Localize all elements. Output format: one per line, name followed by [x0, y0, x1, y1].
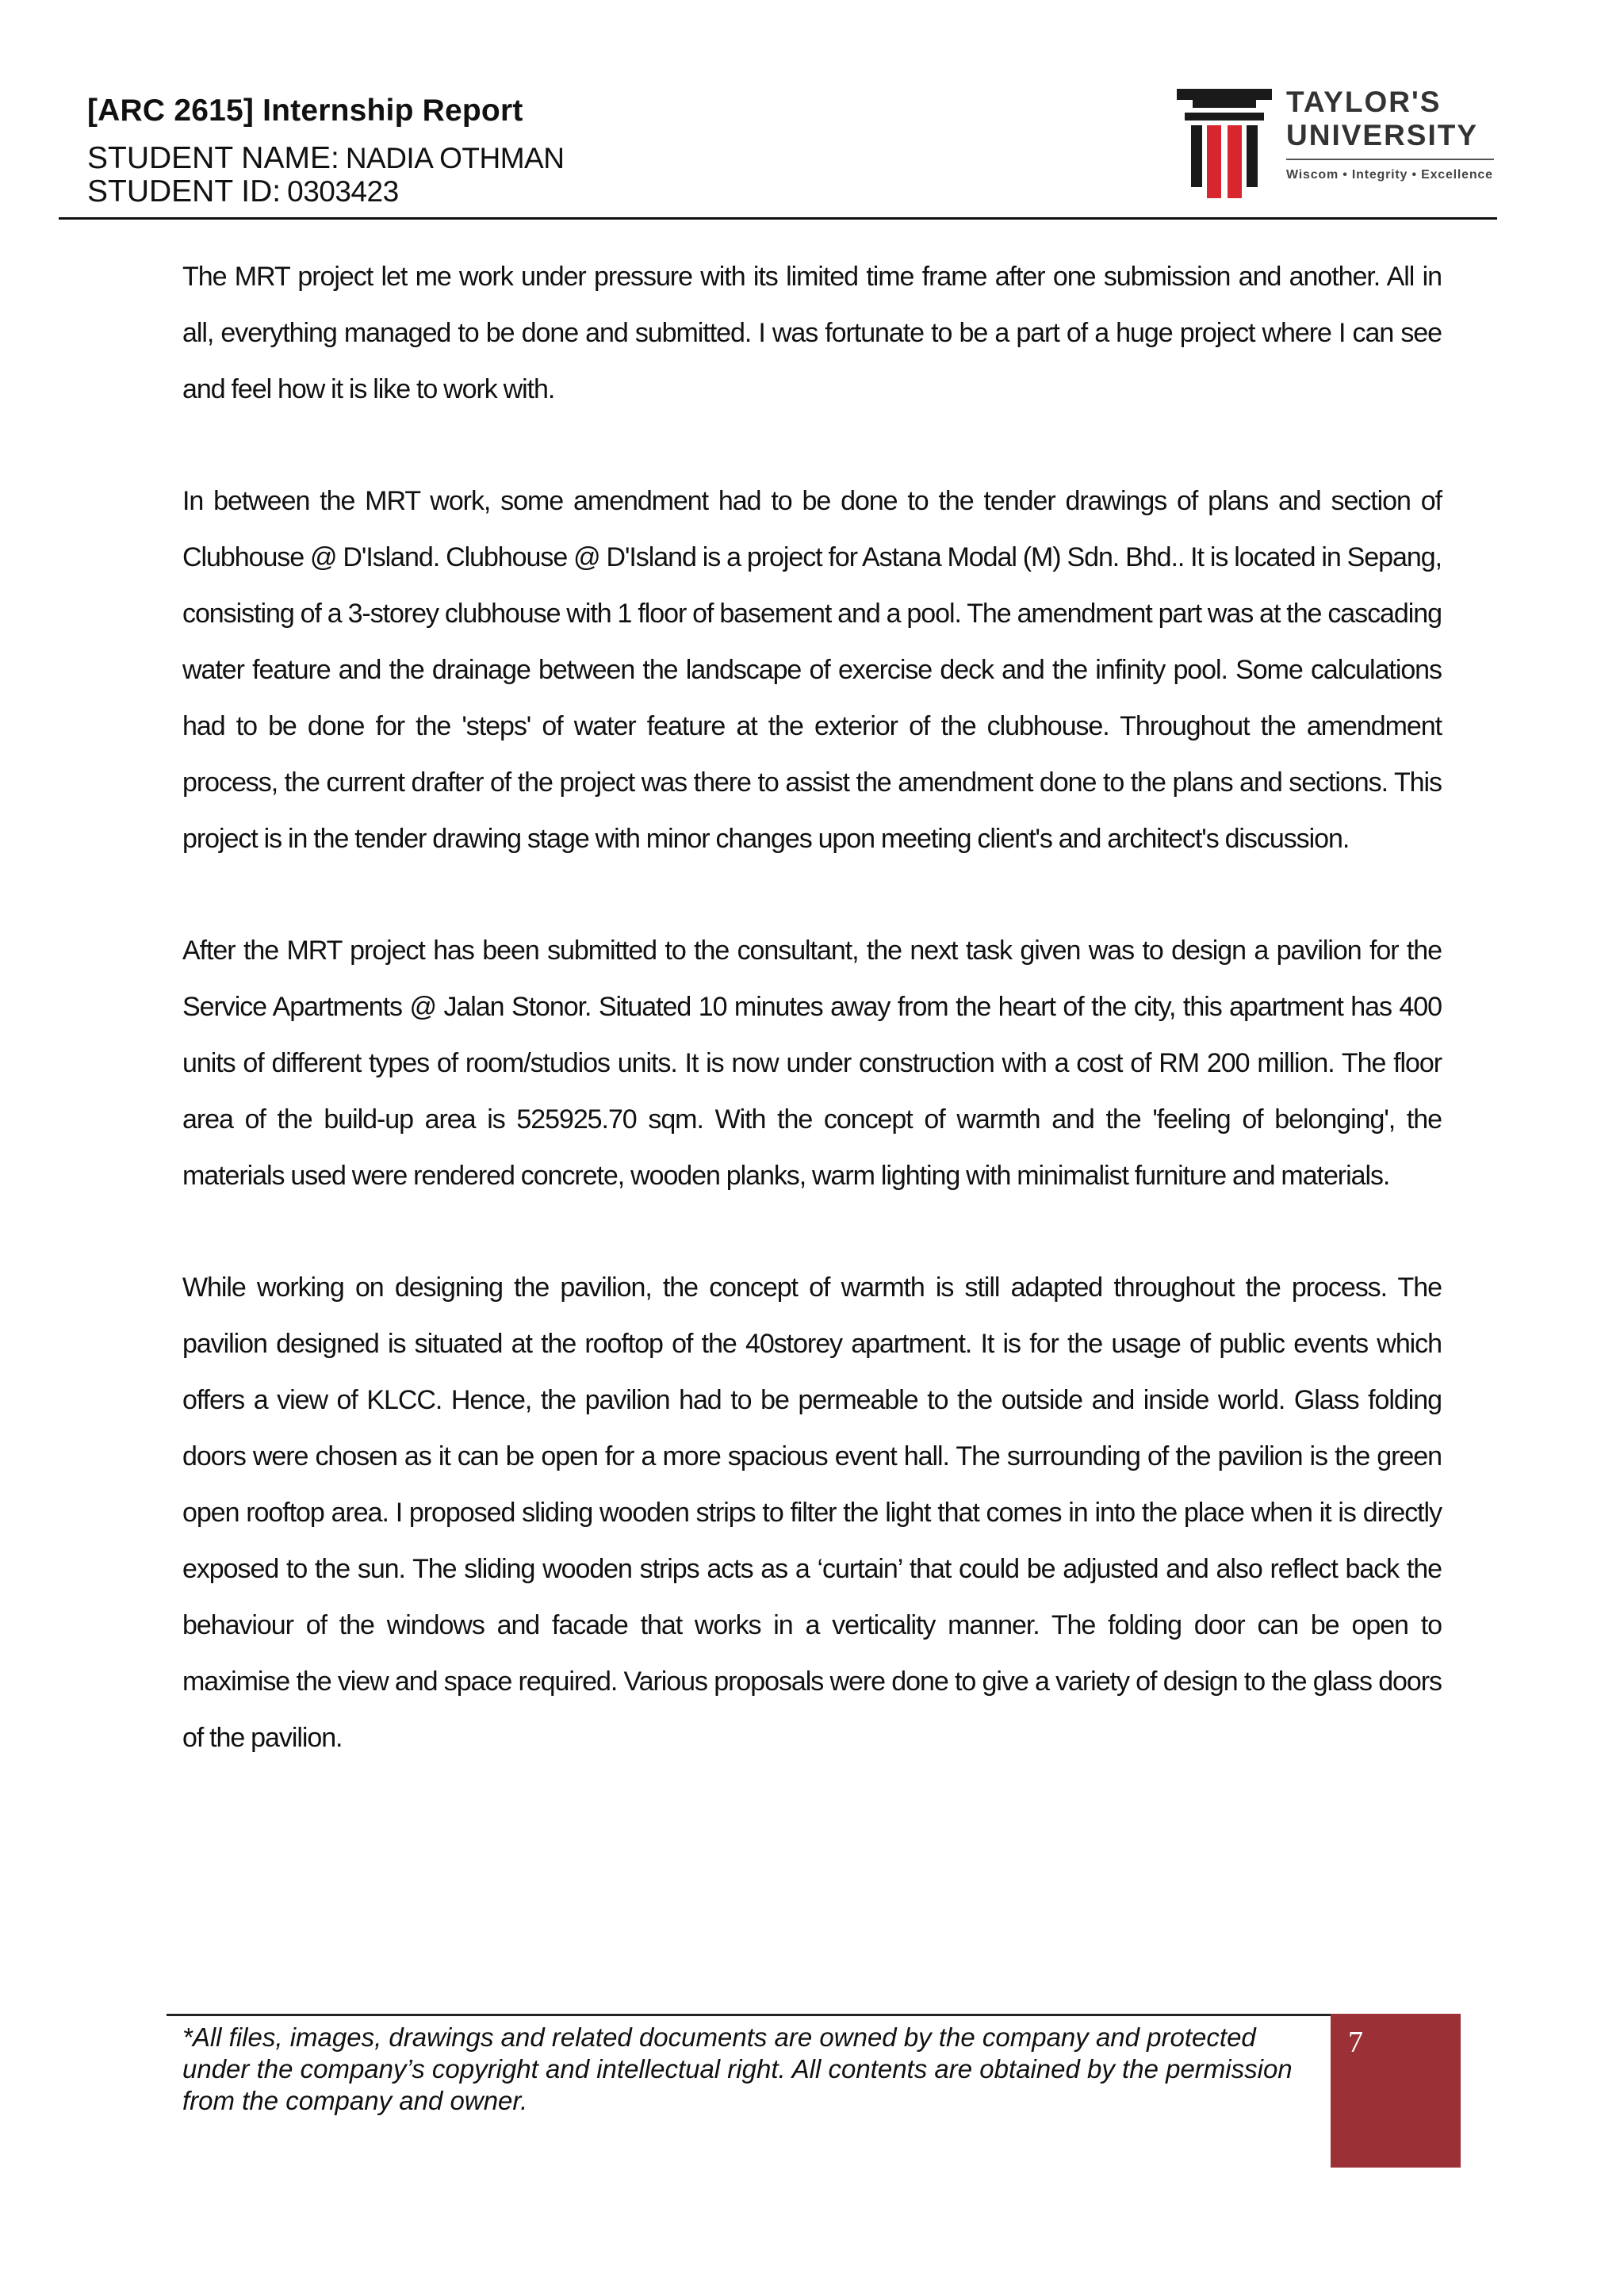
report-title: [ARC 2615] Internship Report	[87, 94, 523, 128]
body-paragraph-4: While working on designing the pavilion, the concept of warmth is still adapted throughout the process. The pavilion designed is situated at the rooftop of the 40storey apartment. It is for the usage of public events which offers a view of KLCC. Hence, the pavilion had to be permeable to the outside and inside world. Glass folding doors were chosen as it can be open for a more spacious event hall. The surrounding of the pavilion is the green open rooftop area. I proposed sliding wooden strips to filter the light that comes in into the place when it is directly exposed to the sun. The sliding wooden strips acts as a ‘curtain’ that could be adjusted and also reflect back the behaviour of the windows and facade that works in a verticality manner. The folding door can be open to maximise the view and space required. Various proposals were done to give a variety of design to the glass doors of the pavilion.	[182, 1272, 1442, 1753]
student-name-label: STUDENT NAME:	[87, 141, 339, 175]
taylors-logo-icon	[1174, 86, 1275, 201]
logo-tagline: Wiscom • Integrity • Excellence	[1286, 168, 1493, 182]
student-name-line	[87, 141, 564, 176]
logo-divider	[1286, 159, 1494, 160]
footer-divider	[167, 2014, 1331, 2016]
student-id-line	[87, 174, 399, 209]
student-name-value: NADIA OTHMAN	[345, 142, 565, 174]
student-id-label: STUDENT ID:	[87, 174, 282, 209]
body-paragraph-2: In between the MRT work, some amendment had to be done to the tender drawings of plans and section of Clubhouse @ D'Island. Clubhouse @ D'Island is a project for Astana Modal (M) Sdn. Bhd.. It is located in Sepang, consisting of a 3-storey clubhouse with 1 floor of basement and a pool. The amendment part was at the cascading water feature and the drainage between the landscape of exercise deck and the infinity pool. Some calculations had to be done for the 'steps' of water feature at the exterior of the clubhouse. Throughout the amendment process, the current drafter of the project was there to assist the amendment done to the plans and sections. This project is in the tender drawing stage with minor changes upon meeting client's and architect's discussion.	[182, 486, 1442, 854]
student-id-value: 0303423	[287, 175, 399, 208]
header-divider	[59, 217, 1497, 220]
logo-wordmark-line-2: UNIVERSITY	[1286, 119, 1479, 151]
page-header	[0, 0, 1624, 222]
body-paragraph-3: After the MRT project has been submitted to the consultant, the next task given was to design a pavilion for the Service Apartments @ Jalan Stonor. Situated 10 minutes away from the heart of the city, this apartment has 400 units of different types of room/studios units. It is now under construction with a cost of RM 200 million. The floor area of the build-up area is 525925.70 sqm. With the concept of warmth and the 'feeling of belonging', the materials used were rendered concrete, wooden planks, warm lighting with minimalist furniture and materials.	[182, 936, 1442, 1191]
page-number: 7	[1348, 2026, 1363, 2059]
taylors-university-logo	[1174, 86, 1507, 205]
copyright-note: *All files, images, drawings and related documents are owned by the company and protected under the company’s copyright and intellectual right. All contents are obtained by the permission from the company and owner.	[182, 2022, 1293, 2115]
page-number-box	[1331, 2014, 1461, 2168]
logo-wordmark-line-1: TAYLOR'S	[1286, 86, 1442, 118]
body-paragraph-1: The MRT project let me work under pressure with its limited time frame after one submission and another. All in all, everything managed to be done and submitted. I was fortunate to be a part of a huge project where I can see and feel how it is like to work with.	[182, 262, 1442, 404]
report-body	[182, 249, 1442, 1822]
